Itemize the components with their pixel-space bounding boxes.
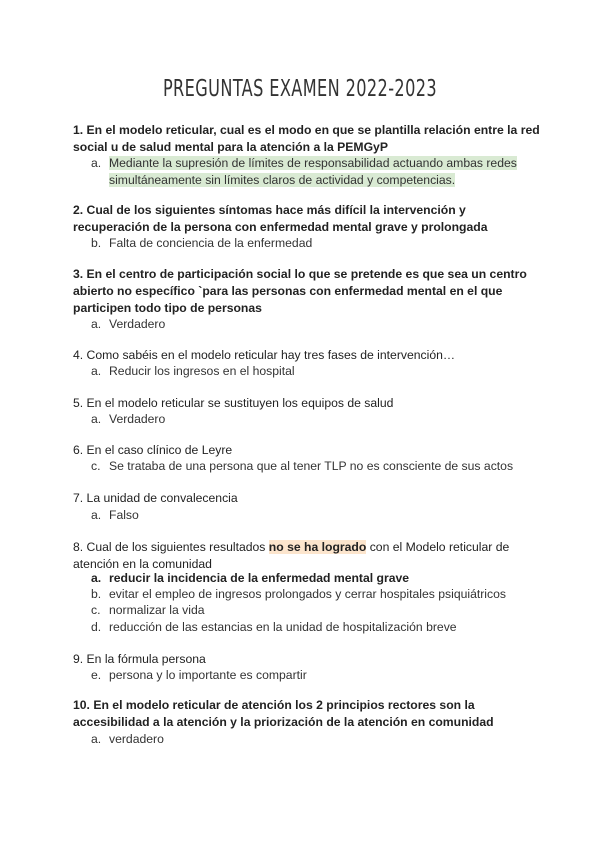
answer-letter: a. (91, 412, 102, 426)
answer-text-line2: simultáneamente sin límites claros de actividad y competencias. (109, 173, 456, 187)
answer-text: verdadero (109, 732, 164, 746)
question-10: 10. En el modelo reticular de atención los 2 principios rectores son la accesibilidad a la atención y la priorización de la atención en comunidad (73, 698, 494, 729)
answer-letter: a. (91, 508, 102, 522)
answer-letter: a. (91, 364, 102, 378)
answer-letter: e. (91, 668, 102, 682)
answer-text: persona y lo importante es compartir (109, 668, 307, 682)
question-9: 9. En la fórmula persona (73, 652, 206, 666)
answer-letter: a. (91, 317, 102, 331)
answer-letter: b. (91, 587, 102, 601)
answer-text: Verdadero (109, 317, 166, 331)
answer-6c (91, 458, 521, 475)
answer-text: reducción de las estancias en la unidad de hospitalización breve (109, 620, 457, 634)
question-4: 4. Como sabéis en el modelo reticular hay tres fases de intervención… (73, 348, 456, 362)
answer-8d (91, 619, 521, 636)
answer-text: reducir la incidencia de la enfermedad mental grave (109, 571, 410, 585)
answer-text: Reducir los ingresos en el hospital (109, 364, 295, 378)
answer-3a (91, 316, 521, 333)
answer-8a (91, 570, 521, 587)
question-3: 3. En el centro de participación social lo que se pretende es que sea un centro abierto no específico `para las personas con enfermedad mental en el que participen todo tipo de personas (73, 267, 527, 315)
question-text-highlight: no se ha logrado (268, 540, 367, 554)
answer-letter: a. (91, 732, 102, 746)
answer-letter: c. (91, 603, 101, 617)
answer-9e (91, 667, 521, 684)
answer-7a (91, 507, 521, 524)
answer-text: normalizar la vida (109, 603, 205, 617)
answer-letter: a. (91, 571, 102, 585)
question-5: 5. En el modelo reticular se sustituyen los equipos de salud (73, 396, 394, 410)
question-7: 7. La unidad de convalecencia (73, 491, 238, 505)
question-1: 1. En el modelo reticular, cual es el modo en que se plantilla relación entre la red social u de salud mental para la atención a la PEMGyP (73, 123, 540, 154)
question-text-post: con el Modelo reticular de atención en la comunidad (73, 540, 510, 571)
answer-letter: c. (91, 459, 101, 473)
answer-1a (91, 155, 521, 189)
answer-text-line1: Mediante la supresión de límites de responsabilidad actuando ambas redes (109, 156, 517, 170)
page-title: PREGUNTAS EXAMEN 2022-2023 (162, 76, 438, 102)
answer-text: Se trataba de una persona que al tener TLP no es consciente de sus actos (109, 459, 514, 473)
answer-4a (91, 363, 521, 380)
answer-2b (91, 235, 521, 252)
question-8 (73, 539, 543, 573)
question-6: 6. En el caso clínico de Leyre (73, 443, 233, 457)
answer-5a (91, 411, 521, 428)
answer-text: Verdadero (109, 412, 166, 426)
question-2: 2. Cual de los siguientes síntomas hace más difícil la intervención y recuperación de la persona con enfermedad mental grave y prolongada (73, 203, 488, 234)
answer-text: evitar el empleo de ingresos prolongados y cerrar hospitales psiquiátricos (109, 587, 506, 601)
answer-text: Falta de conciencia de la enfermedad (109, 236, 313, 250)
answer-8c (91, 602, 521, 619)
question-text-pre: 8. Cual de los siguientes resultados (73, 540, 269, 554)
answer-text: Falso (109, 508, 139, 522)
answer-letter: d. (91, 620, 102, 634)
answer-letter: b. (91, 236, 102, 250)
answer-letter: a. (91, 156, 102, 170)
answer-10a (91, 731, 521, 748)
answer-8b (91, 586, 521, 603)
